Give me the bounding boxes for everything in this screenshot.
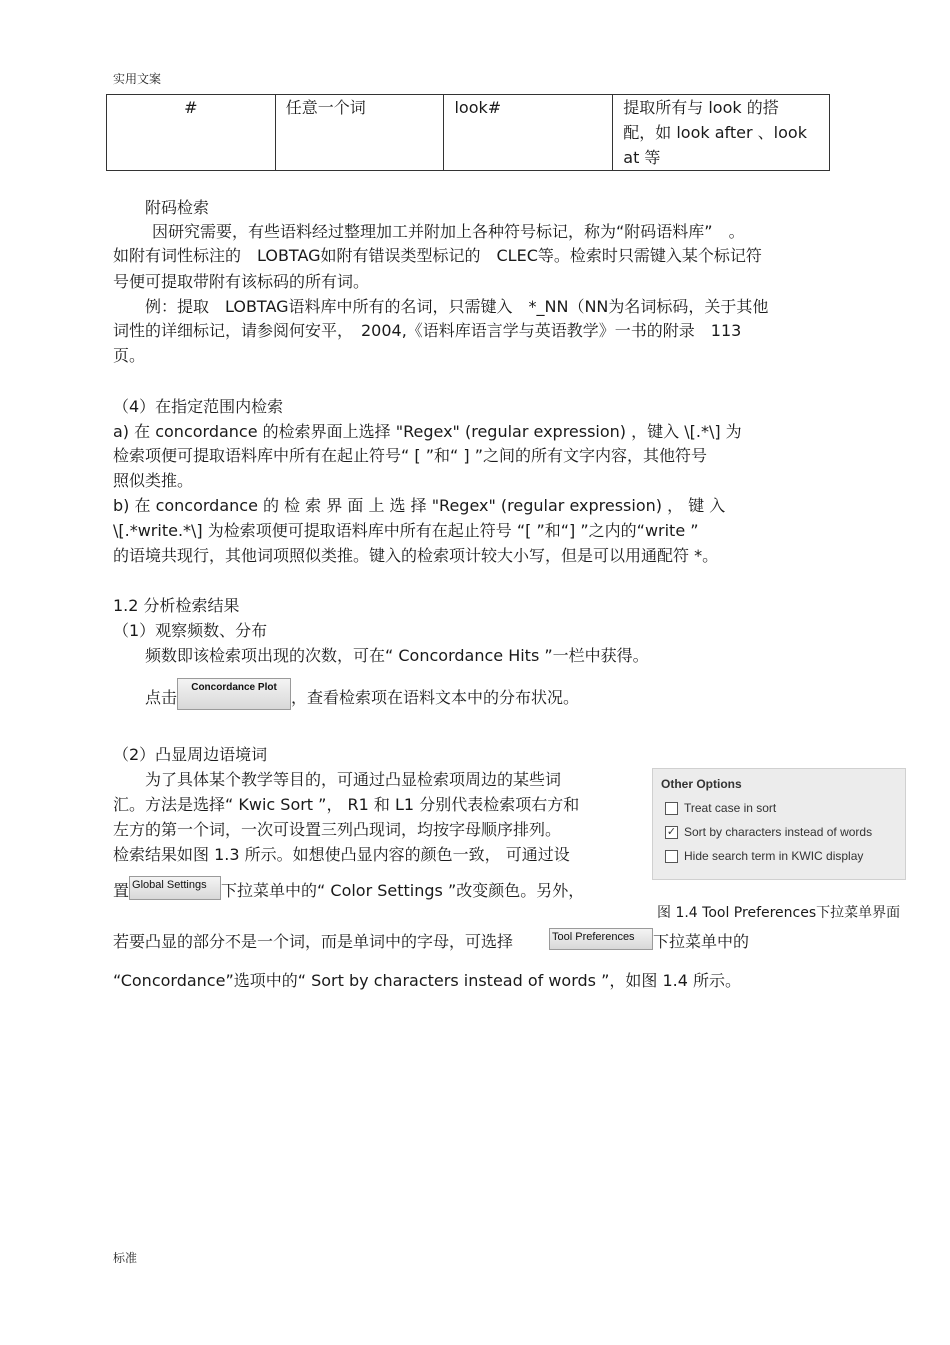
paragraph-line: 汇。方法是选择“ Kwic Sort ”， R1 和 L1 分别代表检索项右方和 (113, 795, 580, 814)
page-header: 实用文案 (113, 72, 162, 86)
option-label: Sort by characters instead of words (684, 825, 873, 839)
paragraph-line: 检索结果如图 1.3 所示。如想使凸显内容的颜色一致， 可通过设 (113, 845, 570, 864)
other-options-title: Other Options (661, 777, 742, 791)
global-settings-button[interactable]: Global Settings (129, 876, 221, 900)
subsection-heading-frequency: （1）观察频数、分布 (113, 621, 268, 640)
option-treat-case[interactable] (665, 801, 776, 815)
inline-text: 若要凸显的部分不是一个词，而是单词中的字母，可选择 (113, 932, 514, 951)
concordance-plot-button[interactable]: Concordance Plot (177, 678, 291, 710)
paragraph-line-click-plot (145, 678, 579, 718)
table-cell-description (613, 95, 830, 171)
paragraph-line: \[.*write.*\] 为检索项便可提取语料库中所有在起止符号 “[ ”和“] ”之内的“write ” (113, 521, 699, 540)
paragraph-line: 词性的详细标记，请参阅何安平， 2004,《语料库语言学与英语教学》一书的附录 113 (113, 321, 742, 340)
paragraph-line-global-settings (113, 876, 584, 906)
other-options-panel (652, 768, 906, 880)
section-heading-analysis: 1.2 分析检索结果 (113, 596, 240, 615)
tool-preferences-button[interactable]: Tool Preferences (549, 928, 653, 950)
paragraph-line: 如附有词性标注的 LOBTAG如附有错误类型标记的 CLEC等。检索时只需键入某个标记符 (113, 246, 762, 265)
description-line: at 等 (623, 148, 661, 167)
section-heading-range-search: （4）在指定范围内检索 (113, 397, 284, 416)
section-heading-tagged-search: 附码检索 (145, 198, 210, 217)
paragraph-line: 例：提取 LOBTAG语料库中所有的名词，只需键入 *_NN（NN为名词标码，关于其他 (145, 297, 769, 316)
paragraph-line: a) 在 concordance 的检索界面上选择 "Regex" (regular expression) ，键入 \[.*\] 为 (113, 422, 742, 441)
inline-text: 点击 (145, 688, 178, 707)
paragraph-line: 因研究需要，有些语料经过整理加工并附加上各种符号标记，称为“附码语料库” 。 (152, 222, 745, 241)
checkbox-icon[interactable] (665, 850, 678, 863)
table-cell-symbol: # (107, 95, 276, 171)
inline-text: 下拉菜单中的 (653, 932, 750, 951)
paragraph-line: 的语境共现行，其他词项照似类推。键入的检索项计较大小写，但是可以用通配符 *。 (113, 546, 719, 565)
option-label: Hide search term in KWIC display (684, 849, 864, 863)
paragraph-line: “Concordance”选项中的“ Sort by characters instead of words ”，如图 1.4 所示。 (113, 971, 741, 990)
paragraph-line: 为了具体某个教学等目的，可通过凸显检索项周边的某些词 (145, 770, 562, 789)
paragraph-line: 页。 (113, 346, 146, 365)
inline-text: 置 (113, 881, 130, 900)
inline-text: ，查看检索项在语料文本中的分布状况。 (291, 688, 580, 707)
subsection-heading-highlight: （2）凸显周边语境词 (113, 745, 268, 764)
checkbox-checked-icon[interactable]: ✓ (666, 826, 677, 839)
option-sort-by-characters[interactable] (665, 825, 872, 839)
option-label: Treat case in sort (684, 801, 777, 815)
page-footer: 标准 (113, 1251, 138, 1265)
description-line: 提取所有与 look 的搭 (623, 98, 779, 117)
paragraph-line-tool-preferences (113, 928, 749, 956)
paragraph-line: 检索项便可提取语料库中所有在起止符号“ [ ”和“ ] ”之间的所有文字内容，其他符号 (113, 446, 707, 465)
paragraph-line: 照似类推。 (113, 471, 194, 490)
syntax-table (106, 94, 830, 171)
paragraph-line: 频数即该检索项出现的次数，可在“ Concordance Hits ”一栏中获得。 (145, 646, 649, 665)
table-cell-meaning: 任意一个词 (275, 95, 444, 171)
figure-caption: 图 1.4 Tool Preferences下拉菜单界面 (657, 905, 901, 921)
inline-text: 下拉菜单中的“ Color Settings ”改变颜色。另外， (221, 881, 585, 900)
paragraph-line: b) 在 concordance 的 检 索 界 面 上 选 择 "Regex" (regular expression) ， 键 入 (113, 496, 726, 515)
option-hide-search-term[interactable] (665, 849, 863, 863)
checkbox-icon[interactable] (665, 802, 678, 815)
table-cell-example: look# (444, 95, 613, 171)
description-line: 配，如 look after 、look (623, 123, 807, 142)
table-row (107, 95, 830, 171)
paragraph-line: 号便可提取带附有该标码的所有词。 (113, 272, 370, 291)
paragraph-line: 左方的第一个词，一次可设置三列凸现词，均按字母顺序排列。 (113, 820, 562, 839)
